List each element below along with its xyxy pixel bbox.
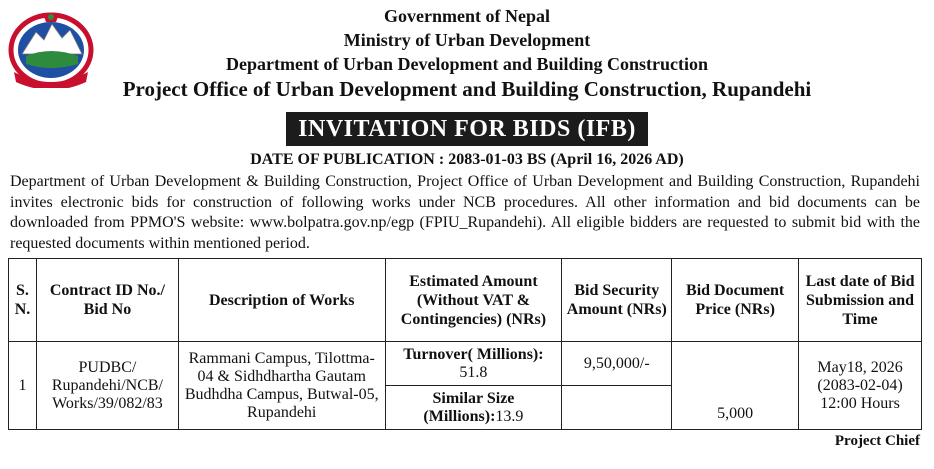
ministry-name: Ministry of Urban Development bbox=[343, 30, 591, 50]
intro-paragraph: Department of Urban Development & Building Construction, Project Office of Urban Development and Building Construction, Rupandehi invites electronic bids for construction of following works under NCB procedures. All other information and bid documents can be downloaded from PPMO'S website: www.bolpatra.gov.np/egp (FPIU_Rupandehi). All eligible bidders are requested to submit bid with the requested documents within mentioned period. bbox=[10, 173, 920, 252]
header-sn: S. N. bbox=[9, 259, 37, 342]
last-date-bs: (2083-02-04) bbox=[817, 376, 903, 394]
similar-size-value: 13.9 bbox=[495, 407, 524, 425]
header-estimated-amount: Estimated Amount (Without VAT & Contingencies) (NRs) bbox=[385, 259, 562, 342]
signatory: Project Chief bbox=[834, 433, 920, 449]
cell-sn: 1 bbox=[9, 342, 37, 430]
cell-document-price bbox=[672, 342, 799, 430]
cell-last-date bbox=[799, 342, 922, 430]
ifb-banner: INVITATION FOR BIDS (IFB) bbox=[286, 112, 648, 146]
cell-similar-size bbox=[385, 386, 562, 430]
cell-bid-security: 9,50,000/- bbox=[562, 342, 672, 386]
government-name: Government of Nepal bbox=[384, 6, 550, 26]
header bbox=[0, 4, 934, 102]
table-header-row bbox=[9, 259, 922, 342]
last-date-ad: May18, 2026 bbox=[817, 358, 903, 376]
project-office-name: Project Office of Urban Development and Building Construction, Rupandehi bbox=[122, 77, 812, 101]
similar-size-label-line bbox=[389, 390, 559, 426]
similar-size-label: Similar Size (Millions): bbox=[423, 389, 515, 425]
department-name: Department of Urban Development and Building Construction bbox=[225, 54, 709, 74]
banner-wrap bbox=[0, 112, 934, 146]
header-description: Description of Works bbox=[178, 259, 385, 342]
document-price-value: 5,000 bbox=[717, 405, 754, 422]
header-last-date: Last date of Bid Submission and Time bbox=[799, 259, 922, 342]
header-contract-id: Contract ID No./ Bid No bbox=[36, 259, 178, 342]
table-row bbox=[9, 342, 922, 386]
turnover-value: 51.8 bbox=[459, 363, 488, 381]
header-bid-security: Bid Security Amount (NRs) bbox=[562, 259, 672, 342]
works-table bbox=[8, 258, 922, 430]
cell-empty bbox=[562, 386, 672, 430]
header-document-price: Bid Document Price (NRs) bbox=[672, 259, 799, 342]
last-time: 12:00 Hours bbox=[820, 394, 900, 412]
cell-description: Rammani Campus, Tilottma-04 & Sidhdhartha Gautam Budhdha Campus, Butwal-05, Rupandehi bbox=[178, 342, 385, 430]
publication-date: DATE OF PUBLICATION : 2083-01-03 BS (April 16, 2026 AD) bbox=[250, 151, 684, 168]
cell-contract-id: PUDBC/ Rupandehi/NCB/ Works/39/082/83 bbox=[36, 342, 178, 430]
cell-turnover bbox=[385, 342, 562, 386]
turnover-label: Turnover( Millions): bbox=[403, 345, 544, 363]
